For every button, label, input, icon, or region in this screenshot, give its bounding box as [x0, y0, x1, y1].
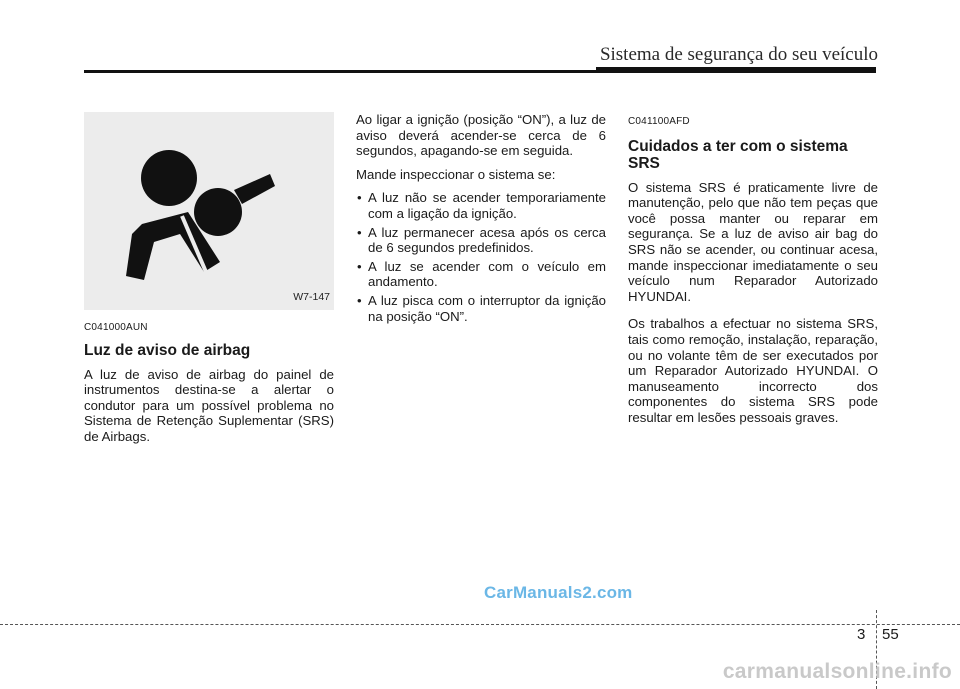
airbag-warning-icon — [84, 112, 334, 310]
figure-code: W7-147 — [293, 291, 330, 304]
list-item: • A luz pisca com o interruptor da ignição na posição “ON”. — [356, 293, 606, 324]
column-2 — [356, 112, 606, 327]
section-code: C041000AUN — [84, 322, 148, 333]
airbag-warning-figure — [84, 112, 334, 310]
column-1 — [84, 112, 334, 453]
body-paragraph: O sistema SRS é praticamente livre de manutenção, pelo que não tem peças que você possa manter ou reparar em segurança. Se a luz de aviso air bag do SRS não se acender, ou continuar acesa, mande inspeccionar imediatamente o seu veículo num Reparador Autorizado HYUNDAI. — [628, 179, 878, 304]
body-paragraph: A luz de aviso de airbag do painel de instrumentos destina-se a alertar o condutor para um possível problema no Sistema de Retenção Suplementar (SRS) de Airbags. — [84, 366, 334, 444]
page-number: 55 — [882, 626, 899, 643]
body-paragraph: Os trabalhos a efectuar no sistema SRS, tais como remoção, instalação, reparação, ou no volante têm de ser executados por um Reparador Autorizado HYUNDAI. O manuseamento incorrecto dos componentes do sistema SRS pode resultar em lesões pessoais graves. — [628, 316, 878, 425]
list-item: • A luz não se acender temporariamente com a ligação da ignição. — [356, 190, 606, 221]
section-code: C041100AFD — [628, 116, 690, 127]
list-item: • A luz se acender com o veículo em andamento. — [356, 259, 606, 290]
list-item: • A luz permanecer acesa após os cerca de 6 segundos predefinidos. — [356, 225, 606, 256]
page-header-title: Sistema de segurança do seu veículo — [599, 44, 878, 65]
section-heading: Cuidados a ter com o sistema SRS — [628, 137, 848, 172]
chapter-number: 3 — [857, 626, 866, 643]
inspection-list — [356, 190, 606, 324]
footer-rule — [0, 624, 960, 625]
column-3 — [628, 112, 878, 434]
header-rule-accent — [596, 67, 876, 72]
section-heading: Luz de aviso de airbag — [84, 341, 251, 359]
watermark-link[interactable]: CarManuals2.com — [484, 583, 633, 602]
body-paragraph: Ao ligar a ignição (posição “ON”), a luz de aviso deverá acender-se cerca de 6 segundos, apagando-se em seguida. — [356, 112, 606, 159]
body-paragraph: Mande inspeccionar o sistema se: — [356, 166, 556, 182]
source-watermark: carmanualsonline.info — [722, 660, 952, 683]
